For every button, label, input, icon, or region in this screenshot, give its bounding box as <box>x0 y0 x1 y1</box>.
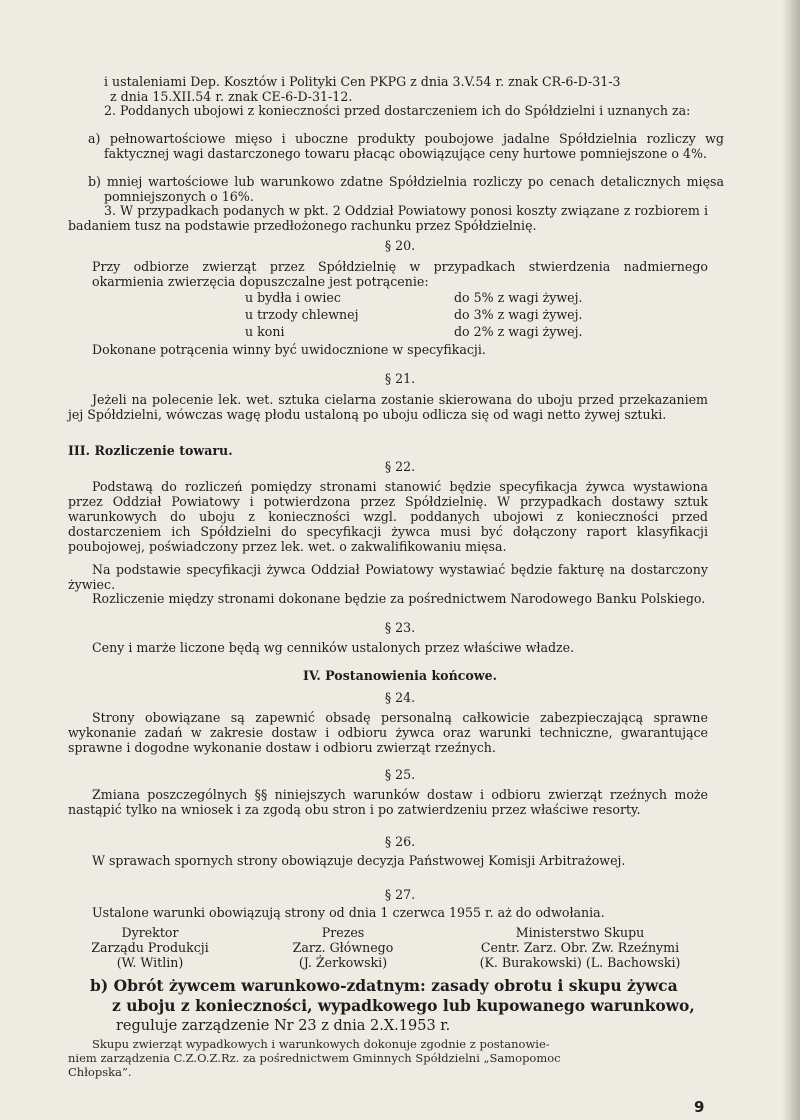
signature-title: Dyrektor <box>121 925 179 940</box>
signature-office: Centr. Zarz. Obr. Zw. Rzeźnymi <box>480 940 680 955</box>
intro-point-2: 2. Poddanych ubojowi z konieczności przed dostarczeniem ich do Spółdzielni i uznanych za: <box>104 103 691 118</box>
signature-block-ministry <box>450 925 710 970</box>
s20-row-3-value: do 2% z wagi żywej. <box>454 324 583 339</box>
s24-text: Strony obowiązane są zapewnić obsadę personalną całkowicie zabezpieczającą sprawne wykonanie zadań w zakresie dostaw i odbioru żywca oraz warunki techniczne, gwarantujące sprawne i dogodne wykonanie dostaw i odbioru zwierząt rzeźnych. <box>68 710 708 755</box>
signature-name: (K. Burakowski) (L. Bachowski) <box>479 955 681 970</box>
section-b-line-1: b) Obrót żywcem warunkowo-zdatnym: zasady obrotu i skupu żywca <box>90 976 678 995</box>
page-number: 9 <box>694 1098 705 1116</box>
s22-paragraph-2: Na podstawie specyfikacji żywca Oddział Powiatowy wystawiać będzie fakturę na dostarczony żywiec. <box>68 562 708 592</box>
s20-row-2-animal: u trzody chlewnej <box>245 307 359 322</box>
s27-text: Ustalone warunki obowiązują strony od dnia 1 czerwca 1955 r. aż do odwołania. <box>92 905 605 920</box>
section-heading-26: § 26. <box>384 834 416 849</box>
section-b-note-1: Skupu zwierząt wypadkowych i warunkowych dokonuje zgodnie z postanowie- <box>92 1037 550 1051</box>
section-b-note-3: Chłopska”. <box>68 1065 132 1079</box>
signature-title: Ministerstwo Skupu <box>515 925 645 940</box>
section-heading-27: § 27. <box>384 887 416 902</box>
intro-point-a: a) pełnowartościowe mięso i uboczne produkty poubojowe jadalne Spółdzielnia rozliczy wg faktycznej wagi dastarczonego towaru płacąc obowiązujące ceny hurtowe pomniejszone o 4%. <box>88 131 724 161</box>
section-b-note-2: niem zarządzenia C.Z.O.Z.Rz. za pośrednictwem Gminnych Spółdzielni „Samopomoc <box>68 1051 561 1065</box>
intro-point-3: 3. W przypadkach podanych w pkt. 2 Oddział Powiatowy ponosi koszty związane z rozbiorem i badaniem tusz na podstawie przedłożonego rachunku przez Spółdzielnię. <box>68 203 708 233</box>
s21-text: Jeżeli na polecenie lek. wet. sztuka cielarna zostanie skierowana do uboju przed przekazaniem jej Spółdzielni, wówczas wagę płodu ustaloną po uboju odlicza się od wagi netto żywej sztuki. <box>68 392 708 422</box>
s22-paragraph-1: Podstawą do rozliczeń pomiędzy stronami stanowić będzie specyfikacja żywca wystawiona przez Oddział Powiatowy i potwierdzona przez Spółdzielnię. W przypadkach dostawy sztuk warunkowych do uboju z konieczności wzgl. poddanych ubojowi z konieczności przed dostarczeniem ich Spółdzielni do specyfikacji żywca musi być dołączony raport klasyfikacji poubojowej, poświadczony przez lek. wet. o zakwalifikowaniu mięsa. <box>68 479 708 554</box>
intro-line-2: z dnia 15.XII.54 r. znak CE-6-D-31-12. <box>110 89 353 104</box>
section-heading-21: § 21. <box>384 371 416 386</box>
section-heading-22: § 22. <box>384 459 416 474</box>
s20-text: Przy odbiorze zwierząt przez Spółdzielnię w przypadkach stwierdzenia nadmiernego okarmienia zwierzęcia dopuszczalne jest potrącenie: <box>92 259 708 289</box>
signature-office: Zarz. Głównego <box>292 940 394 955</box>
section-3-title: III. Rozliczenie towaru. <box>68 443 233 458</box>
section-heading-20: § 20. <box>384 238 416 253</box>
intro-line-1: i ustaleniami Dep. Kosztów i Polityki Cen PKPG z dnia 3.V.54 r. znak CR-6-D-31-3 <box>104 74 621 89</box>
section-heading-23: § 23. <box>384 620 416 635</box>
section-heading-25: § 25. <box>384 767 416 782</box>
s26-text: W sprawach spornych strony obowiązuje decyzja Państwowej Komisji Arbitrażowej. <box>92 853 626 868</box>
signature-block-president <box>258 925 428 970</box>
s20-row-1-value: do 5% z wagi żywej. <box>454 290 583 305</box>
s22-paragraph-3: Rozliczenie między stronami dokonane będzie za pośrednictwem Narodowego Banku Polskiego. <box>92 591 706 606</box>
s20-closing: Dokonane potrącenia winny być uwidocznione w specyfikacji. <box>92 342 486 357</box>
intro-point-b: b) mniej wartościowe lub warunkowo zdatne Spółdzielnia rozliczy po cenach detalicznych mięsa pomniejszonych o 16%. <box>88 174 724 204</box>
section-b-line-3: reguluje zarządzenie Nr 23 z dnia 2.X.1953 r. <box>116 1018 451 1034</box>
s23-text: Ceny i marże liczone będą wg cenników ustalonych przez właściwe władze. <box>92 640 575 655</box>
signature-office: Zarządu Produkcji <box>91 940 209 955</box>
signature-title: Prezes <box>321 925 365 940</box>
s20-row-1-animal: u bydła i owiec <box>245 290 341 305</box>
signature-name: (W. Witlin) <box>116 955 184 970</box>
page-edge-shadow <box>782 0 800 1120</box>
section-heading-24: § 24. <box>384 690 416 705</box>
s20-row-2-value: do 3% z wagi żywej. <box>454 307 583 322</box>
section-4-title: IV. Postanowienia końcowe. <box>302 668 498 683</box>
s20-row-3-animal: u koni <box>245 324 285 339</box>
s25-text: Zmiana poszczególnych §§ niniejszych warunków dostaw i odbioru zwierząt rzeźnych może nastąpić tylko na wniosek i za zgodą obu stron i po zatwierdzeniu przez właściwe resorty. <box>68 787 708 817</box>
signature-name: (J. Żerkowski) <box>298 955 388 970</box>
section-b-line-2: z uboju z konieczności, wypadkowego lub kupowanego warunkowo, <box>112 996 695 1015</box>
signature-block-production <box>60 925 240 970</box>
